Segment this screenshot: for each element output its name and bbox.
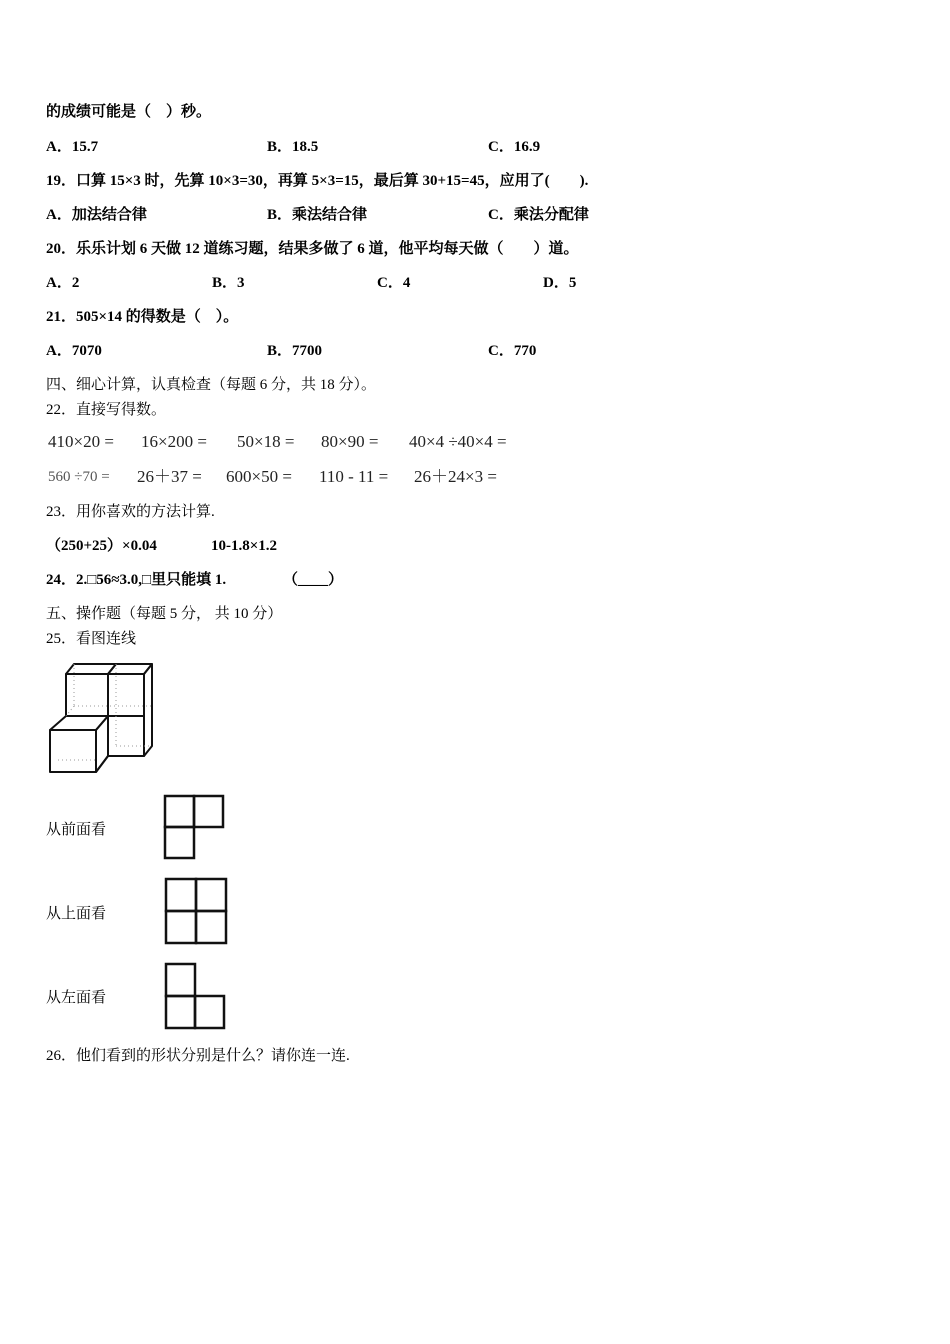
q18-option-a[interactable]: A．15.7 xyxy=(46,139,99,155)
q22-calc-2: 16×200 = xyxy=(141,432,207,451)
q19-option-a[interactable]: A．加法结合律 xyxy=(46,207,147,223)
q21-option-a[interactable]: A．7070 xyxy=(46,343,102,359)
q24-stem: 24．2.□56≈3.0,□里只能填 1. xyxy=(46,572,227,588)
q22-calc-7: 26＋37 = xyxy=(137,467,202,486)
q20-option-a[interactable]: A．2 xyxy=(46,275,80,291)
q21-option-c[interactable]: C．770 xyxy=(488,343,537,359)
section-4-title: 四、细心计算，认真检查（每题 6 分，共 18 分）。 xyxy=(46,377,377,393)
q22-calc-5: 40×4 ÷40×4 = xyxy=(409,432,507,451)
q20-stem: 20．乐乐计划 6 天做 12 道练习题，结果多做了 6 道，他平均每天做（ ）道。 xyxy=(46,241,579,257)
q22-calc-8: 600×50 = xyxy=(226,467,292,486)
q22-calc-3: 50×18 = xyxy=(237,432,295,451)
view-label-front: 从前面看 xyxy=(46,822,107,838)
q20-option-d[interactable]: D．5 xyxy=(543,275,577,291)
q22-calc-9: 110 - 11 = xyxy=(319,467,389,486)
q20-option-b[interactable]: B．3 xyxy=(212,275,245,291)
q22-calc-1: 410×20 = xyxy=(48,432,114,451)
section-5-title: 五、操作题（每题 5 分， 共 10 分） xyxy=(46,606,283,622)
view-label-left: 从左面看 xyxy=(46,990,107,1006)
top-view-shape[interactable] xyxy=(164,877,228,945)
q23-item-1: （250+25）×0.04 xyxy=(46,538,157,554)
q22-calc-10: 26＋24×3 = xyxy=(414,467,497,486)
cube-stack-figure xyxy=(46,660,158,778)
front-view-shape[interactable] xyxy=(163,794,225,860)
q25-stem: 25．看图连线 xyxy=(46,631,137,647)
q21-option-b[interactable]: B．7700 xyxy=(267,343,323,359)
q22-calc-4: 80×90 = xyxy=(321,432,379,451)
q22-stem: 22．直接写得数。 xyxy=(46,402,167,418)
left-view-shape[interactable] xyxy=(164,962,226,1030)
q20-option-c[interactable]: C．4 xyxy=(377,275,411,291)
q18-stem-tail: 的成绩可能是（ ）秒。 xyxy=(46,104,212,120)
q18-option-b[interactable]: B．18.5 xyxy=(267,139,319,155)
q19-stem: 19．口算 15×3 时，先算 10×3=30，再算 5×3=15，最后算 30+15=45，应用了( ). xyxy=(46,173,589,189)
q23-item-2: 10-1.8×1.2 xyxy=(211,538,278,554)
q23-stem: 23．用你喜欢的方法计算. xyxy=(46,504,215,520)
q22-calc-6: 560 ÷70 = xyxy=(48,469,110,485)
q24-answer-blank[interactable]: （____） xyxy=(283,572,344,588)
q26-stem: 26．他们看到的形状分别是什么？请你连一连. xyxy=(46,1048,350,1064)
q19-option-b[interactable]: B．乘法结合律 xyxy=(267,207,368,223)
view-label-top: 从上面看 xyxy=(46,906,107,922)
q18-option-c[interactable]: C．16.9 xyxy=(488,139,541,155)
q19-option-c[interactable]: C．乘法分配律 xyxy=(488,207,589,223)
q21-stem: 21．505×14 的得数是（ ）。 xyxy=(46,309,239,325)
